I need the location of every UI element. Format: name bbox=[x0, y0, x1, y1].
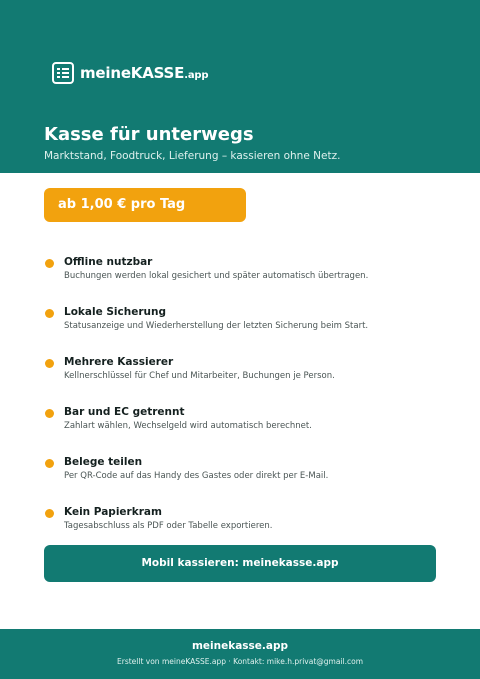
feature-list bbox=[44, 256, 444, 556]
feature-title: Lokale Sicherung bbox=[64, 306, 166, 318]
footer-url-link[interactable]: meinekasse.app bbox=[191, 640, 289, 652]
cta-button[interactable]: Mobil kassieren: meinekasse.app bbox=[44, 545, 436, 582]
bullet-dot-icon bbox=[45, 409, 54, 418]
feature-title: Kein Papierkram bbox=[64, 506, 162, 518]
page-title: Kasse für unterwegs bbox=[44, 124, 254, 145]
feature-share-receipts bbox=[44, 456, 444, 506]
footer bbox=[0, 629, 480, 679]
feature-title: Belege teilen bbox=[64, 456, 143, 468]
bullet-dot-icon bbox=[45, 359, 54, 368]
hero-banner bbox=[0, 0, 480, 173]
bullet-dot-icon bbox=[45, 309, 54, 318]
price-badge: ab 1,00 € pro Tag bbox=[44, 188, 246, 222]
brand-logo[interactable] bbox=[52, 62, 208, 84]
feature-description: Tagesabschluss als PDF oder Tabelle exportieren. bbox=[64, 521, 273, 531]
footer-credit: Erstellt von meineKASSE.app · Kontakt: mike.h.privat@gmail.com bbox=[117, 657, 363, 666]
feature-description: Buchungen werden lokal gesichert und später automatisch übertragen. bbox=[64, 271, 369, 281]
feature-title: Mehrere Kassierer bbox=[64, 356, 174, 368]
bullet-dot-icon bbox=[45, 459, 54, 468]
feature-description: Per QR-Code auf das Handy des Gastes oder direkt per E-Mail. bbox=[64, 471, 329, 481]
feature-offline bbox=[44, 256, 444, 306]
brand-name: meineKASSE.app bbox=[80, 64, 209, 82]
feature-multiple-cashiers bbox=[44, 356, 444, 406]
feature-local-backup bbox=[44, 306, 444, 356]
feature-description: Kellnerschlüssel für Chef und Mitarbeiter, Buchungen je Person. bbox=[64, 371, 335, 381]
feature-title: Offline nutzbar bbox=[64, 256, 153, 268]
feature-description: Statusanzeige und Wiederherstellung der letzten Sicherung beim Start. bbox=[64, 321, 369, 331]
feature-description: Zahlart wählen, Wechselgeld wird automatisch berechnet. bbox=[64, 421, 312, 431]
bullet-dot-icon bbox=[45, 509, 54, 518]
page-subtitle: Marktstand, Foodtruck, Lieferung – kassieren ohne Netz. bbox=[44, 150, 341, 162]
receipt-icon bbox=[52, 62, 74, 84]
feature-cash-card bbox=[44, 406, 444, 456]
feature-title: Bar und EC getrennt bbox=[64, 406, 185, 418]
bullet-dot-icon bbox=[45, 259, 54, 268]
